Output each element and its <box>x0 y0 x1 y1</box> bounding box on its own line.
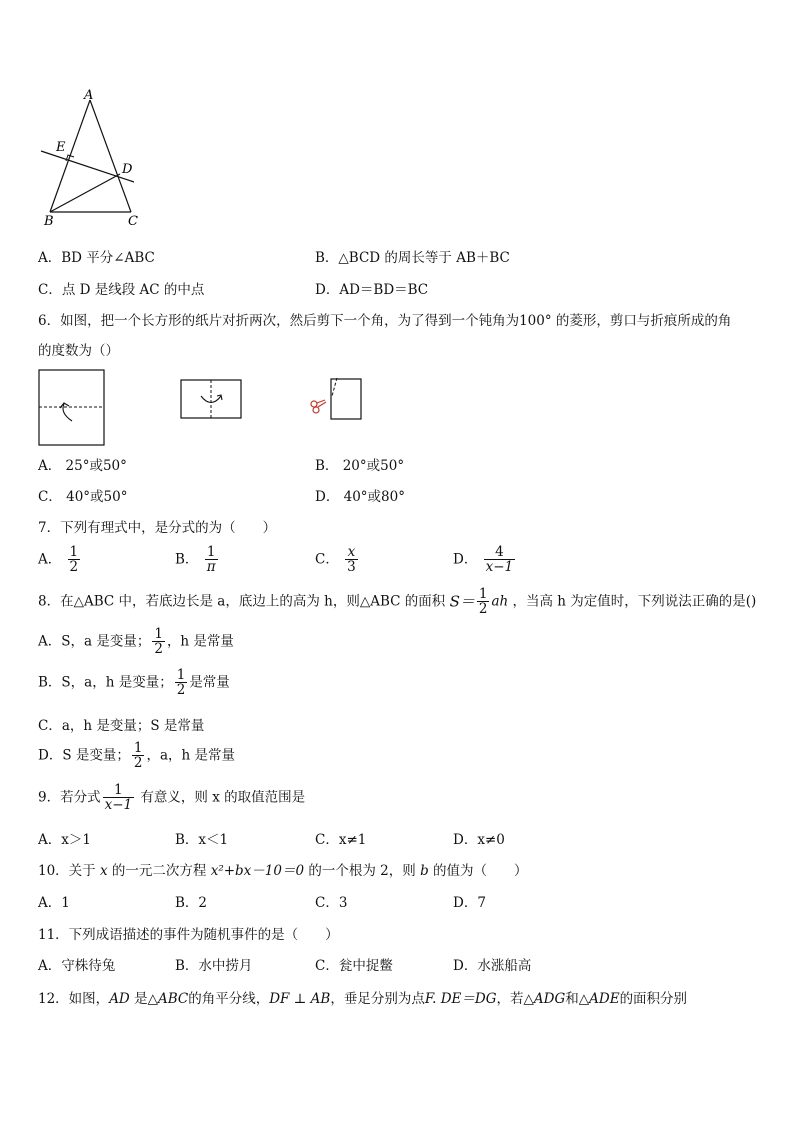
folding-figure-3 <box>306 376 364 422</box>
label-c: C <box>128 214 138 229</box>
q7-option-d: D． $\frac{4}{x-1}$ <box>453 544 514 576</box>
q5-option-a: A．BD 平分∠ABC <box>38 250 155 266</box>
q6-option-a: A． 25°或50° <box>38 458 127 474</box>
triangle-figure <box>36 88 146 233</box>
folding-figure-2 <box>180 379 243 420</box>
side-ac <box>90 100 131 212</box>
q11-option-c: C．瓮中捉鳖 <box>315 958 393 974</box>
q7-option-c: C． $\frac{x}{3}$ <box>315 544 356 576</box>
q9-stem: 9．若分式 $\frac{1}{x-1}$ 有意义，则 x 的取值范围是 <box>38 782 306 814</box>
fraction: $\frac{1}{\pi}$ <box>206 544 216 576</box>
fraction: $\frac{1}{x-1}$ <box>104 782 133 814</box>
fraction: $\frac{1}{2}$ <box>69 544 79 576</box>
folding-figure-1 <box>38 369 106 447</box>
segment-bd <box>50 174 120 212</box>
label-b: B <box>44 214 54 229</box>
q8-option-d: D．S 是变量； $\frac{1}{2}$ ，a，h 是常量 <box>38 740 236 772</box>
q10-option-c: C．3 <box>315 895 348 911</box>
q11-option-a: A．守株待兔 <box>38 958 116 974</box>
fraction-one-half: $\frac{1}{2}$ <box>154 626 163 658</box>
q9-option-a: A．x＞1 <box>38 832 91 848</box>
fraction: $\frac{x}{3}$ <box>347 544 356 576</box>
q7-option-a: A． $\frac{1}{2}$ <box>38 544 79 576</box>
q10-option-d: D．7 <box>453 895 486 911</box>
q8-option-c: C．a，h 是变量；S 是常量 <box>38 718 205 734</box>
q11-option-b: B．水中捞月 <box>175 958 253 974</box>
label-d: D <box>122 162 133 177</box>
q6-stem-line1: 6．如图，把一个长方形的纸片对折两次，然后剪下一个角，为了得到一个钝角为100° 的菱形，剪口与折痕所成的角 <box>38 313 732 329</box>
q8-stem: 8．在△ABC 中，若底边长是 a，底边上的高为 h，则△ABC 的面积 S＝ $\frac{1}{2}$ ah ，当高 h 为定值时，下列说法正确的是() <box>38 586 757 618</box>
q8-option-b: B．S，a，h 是变量； $\frac{1}{2}$ 是常量 <box>38 667 230 699</box>
scissors-icon <box>311 400 326 413</box>
q7-stem: 7．下列有理式中，是分式的为（ ） <box>38 520 277 536</box>
q9-option-d: D．x≠0 <box>453 832 505 848</box>
q11-option-d: D．水涨船高 <box>453 958 532 974</box>
q7-option-b: B． $\frac{1}{\pi}$ <box>175 544 216 576</box>
q12-stem: 12．如图，AD 是△ABC的角平分线，DF ⊥ AB，垂足分别为点F. DE＝DG，若△ADG和△ADE的面积分别 <box>38 991 688 1007</box>
q11-stem: 11．下列成语描述的事件为随机事件的是（ ） <box>38 927 339 943</box>
q10-option-a: A．1 <box>38 895 70 911</box>
fraction-one-half: $\frac{1}{2}$ <box>478 586 488 618</box>
fraction-one-half: $\frac{1}{2}$ <box>133 740 143 772</box>
q6-option-c: C． 40°或50° <box>38 489 128 505</box>
q9-option-c: C．x≠1 <box>315 832 367 848</box>
q9-option-b: B．x＜1 <box>175 832 229 848</box>
perpendicular-line <box>41 151 134 182</box>
q8-option-a: A．S，a 是变量； $\frac{1}{2}$ ，h 是常量 <box>38 626 234 658</box>
label-a: A <box>84 88 94 103</box>
q5-option-b: B．△BCD 的周长等于 AB＋BC <box>315 250 510 266</box>
fraction-one-half: $\frac{1}{2}$ <box>176 667 186 699</box>
label-e: E <box>56 140 66 155</box>
q6-option-d: D． 40°或80° <box>315 489 405 505</box>
q5-option-d: D．AD＝BD＝BC <box>315 282 429 298</box>
q10-stem: 10．关于 x 的一元二次方程 x²+bx－10＝0 的一个根为 2，则 b 的值为（ ） <box>38 863 528 879</box>
q6-option-b: B． 20°或50° <box>315 458 405 474</box>
q6-stem-line2: 的度数为（） <box>38 343 119 359</box>
q10-option-b: B．2 <box>175 895 208 911</box>
fraction: $\frac{4}{x-1}$ <box>485 544 514 576</box>
q5-option-c: C．点 D 是线段 AC 的中点 <box>38 282 205 298</box>
